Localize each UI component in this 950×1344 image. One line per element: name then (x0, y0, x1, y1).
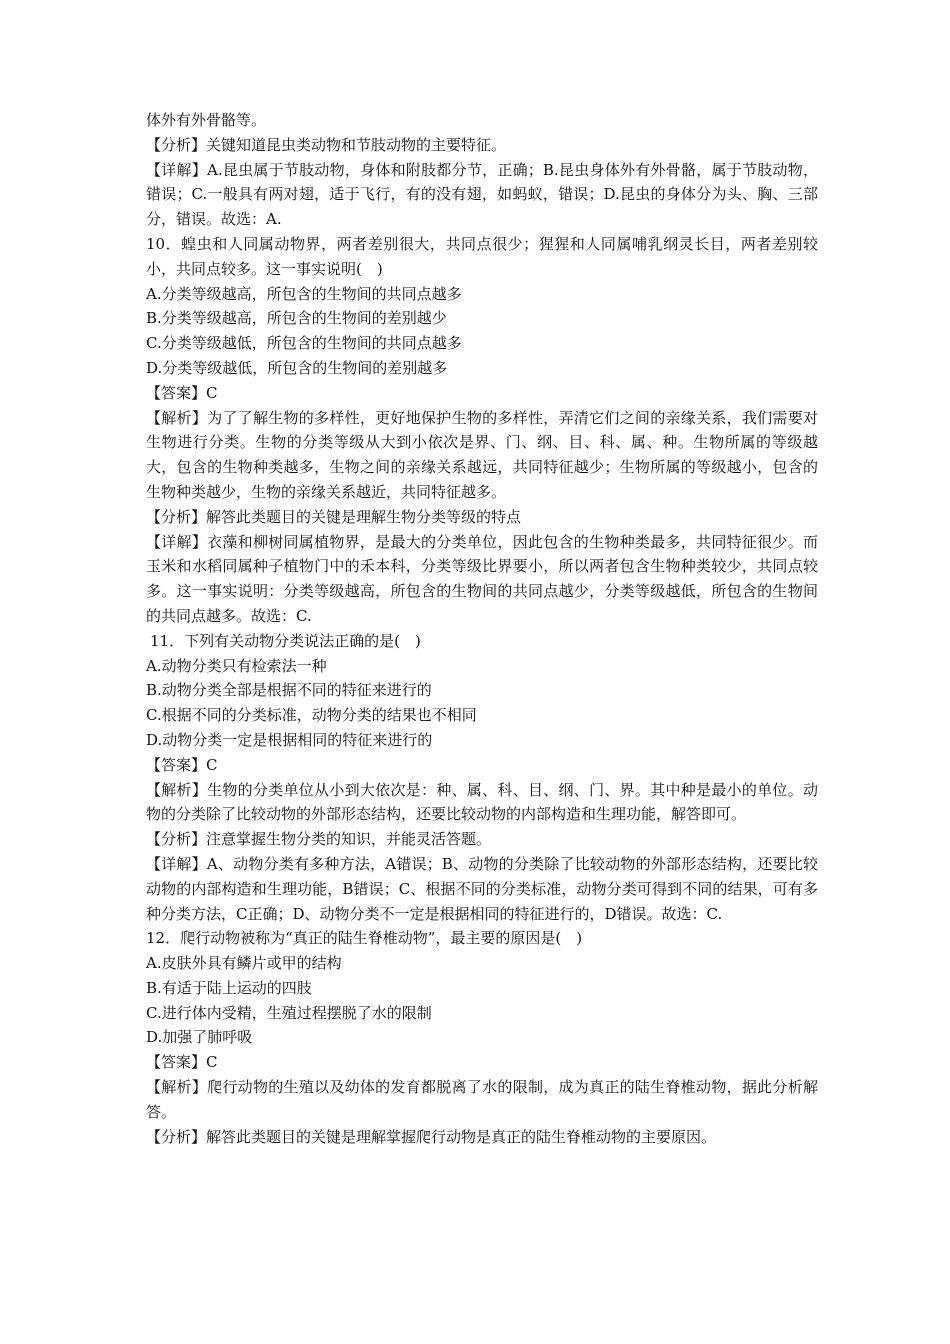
resolution-paragraph: 【解析】生物的分类单位从小到大依次是：种、属、科、目、纲、门、界。其中种是最小的单位。动物的分类除了比较动物的外部形态结构，还要比较动物的内部构造和生理功能，解答即可。 (146, 780, 818, 824)
option-a: A.分类等级越高，所包含的生物间的共同点越多 (146, 284, 462, 303)
analysis-paragraph: 【分析】解答此类题目的关键是理解掌握爬行动物是真正的陆生脊椎动物的主要原因。 (146, 1127, 717, 1146)
explanation-paragraph: 【详解】衣藻和柳树同属植物界，是最大的分类单位，因此包含的生物种类最多，共同特征很少。而玉米和水稻同属种子植物门中的禾本科，分类等级比界要小，所以两者包含生物种类较少，共同点较多。这一事实说明：分类等级越高，所包含的生物间的共同点越少，分类等级越低，所包含的生物间的共同点越多。故选：C. (146, 532, 818, 625)
analysis-paragraph: 【分析】注意掌握生物分类的知识，并能灵活答题。 (146, 830, 492, 849)
option-d: D.加强了肺呼吸 (146, 1028, 253, 1047)
option-c: C.分类等级越低，所包含的生物间的共同点越多 (146, 334, 462, 353)
answer-line: 【答案】C (146, 1053, 218, 1072)
answer-line: 【答案】C (146, 383, 218, 402)
option-c: C.根据不同的分类标准，动物分类的结果也不相同 (146, 706, 477, 725)
question-12: 12．爬行动物被称为“真正的陆生脊椎动物”，最主要的原因是( ) (146, 929, 583, 948)
option-a: A.动物分类只有检索法一种 (146, 656, 327, 675)
analysis-paragraph: 【分析】关键知道昆虫类动物和节肢动物的主要特征。 (146, 135, 507, 154)
resolution-paragraph: 【解析】爬行动物的生殖以及幼体的发育都脱离了水的限制，成为真正的陆生脊椎动物，据此分析解答。 (146, 1078, 818, 1121)
option-b: B.分类等级越高，所包含的生物间的差别越少 (146, 309, 447, 328)
question-10: 10．蝗虫和人同属动物界，两者差别很大，共同点很少；猩猩和人同属哺乳纲灵长目，两者差别较小，共同点较多。这一事实说明( ) (146, 234, 818, 278)
question-11: 11．下列有关动物分类说法正确的是( ) (150, 631, 421, 650)
option-d: D.动物分类一定是根据相同的特征来进行的 (146, 730, 433, 749)
explanation-paragraph: 【详解】A.昆虫属于节肢动物，身体和附肢都分节，正确；B.昆虫身体外有外骨骼，属于节肢动物，错误；C.一般具有两对翅，适于飞行，有的没有翅，如蚂蚁，错误；D.昆虫的身体分为头、胸、三部分，错误。故选：A. (146, 160, 818, 229)
option-a: A.皮肤外具有鳞片或甲的结构 (146, 954, 342, 973)
explanation-paragraph: 【详解】A、动物分类有多种方法，A错误；B、动物的分类除了比较动物的外部形态结构，还要比较动物的内部构造和生理功能，B错误；C、根据不同的分类标准，动物分类可得到不同的结果，可有多种分类方法，C正确；D、动物分类不一定是根据相同的特征进行的，D错误。故选：C. (146, 854, 818, 923)
option-b: B.动物分类全部是根据不同的特征来进行的 (146, 681, 432, 700)
option-d: D.分类等级越低，所包含的生物间的差别越多 (146, 358, 448, 377)
answer-line: 【答案】C (146, 755, 218, 774)
option-b: B.有适于陆上运动的四肢 (146, 978, 312, 997)
document-page (146, 108, 818, 1149)
text-line: 体外有外骨骼等。 (146, 111, 267, 129)
resolution-paragraph: 【解析】为了了解生物的多样性，更好地保护生物的多样性，弄清它们之间的亲缘关系，我们需要对生物进行分类。生物的分类等级从大到小依次是界、门、纲、目、科、属、种。生物所属的等级越大，包含的生物种类越多，生物之间的亲缘关系越远，共同特征越少；生物所属的等级越小，包含的生物种类越少，生物的亲缘关系越近，共同特征越多。 (146, 408, 818, 501)
analysis-paragraph: 【分析】解答此类题目的关键是理解生物分类等级的特点 (146, 507, 522, 526)
option-c: C.进行体内受精，生殖过程摆脱了水的限制 (146, 1003, 432, 1022)
